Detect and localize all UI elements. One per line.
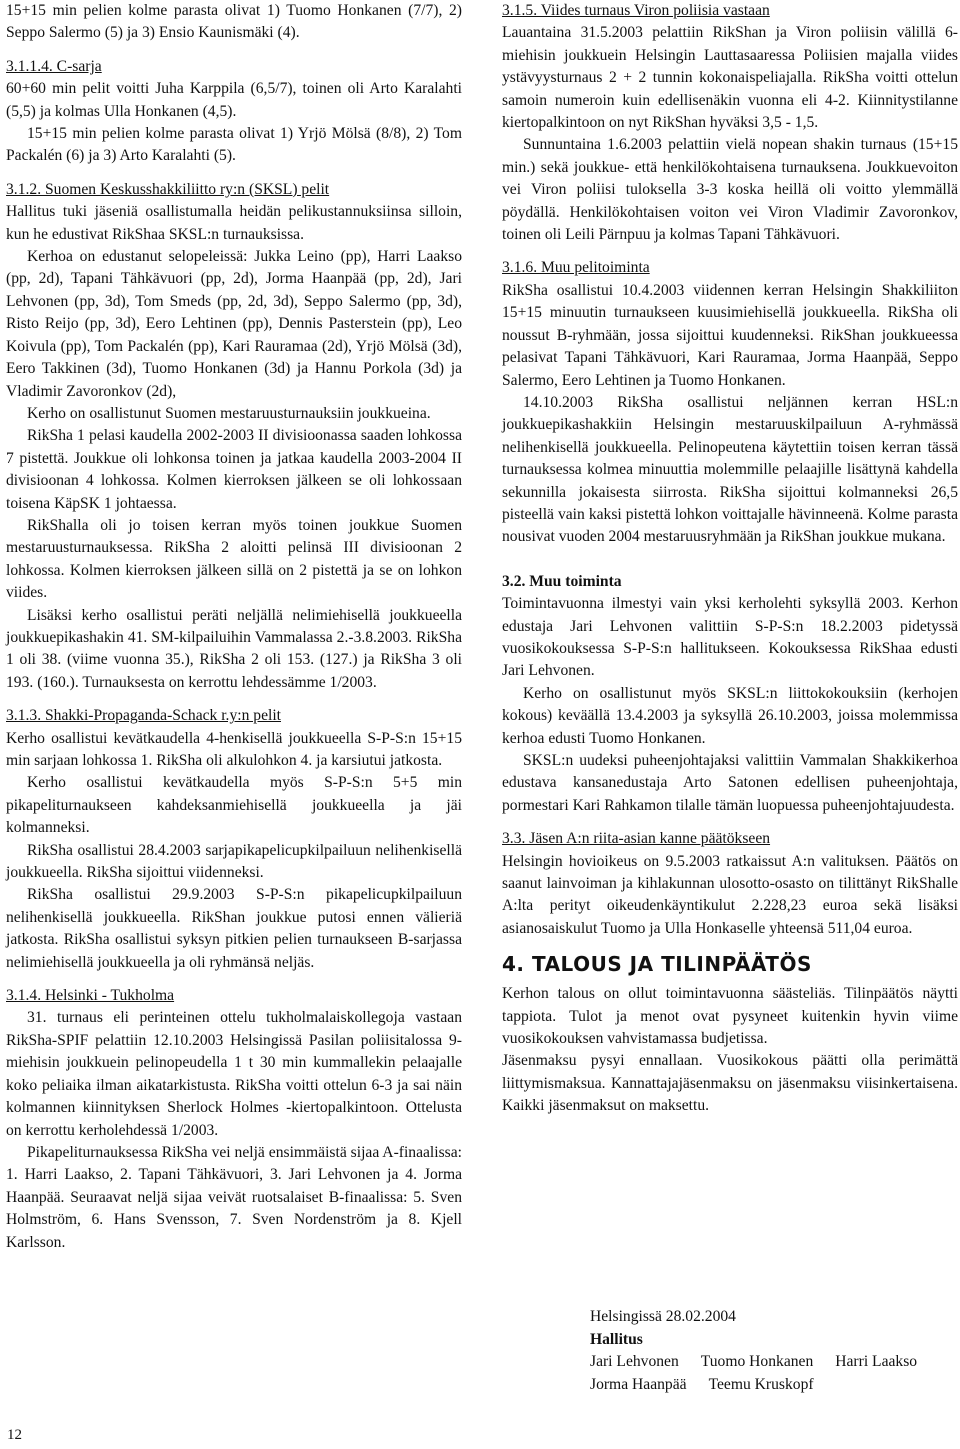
section-heading-32: 3.2. Muu toiminta [502,572,622,590]
paragraph: 60+60 min pelit voitti Juha Karppila (6,5/7), toinen oli Arto Karalahti (5,5) ja kolmas Ulla Honkanen (4,5). [6,80,462,120]
paragraph: Kerho on osallistunut myös SKSL:n liittokokouksiin (kerhojen kokous) keväällä 13.4.2003 ja syksyllä 26.10.2003, joissa molemmissa kerhoa edusti Tuomo Honkanen. [502,684,958,747]
paragraph: Sunnuntaina 1.6.2003 pelattiin vielä nopean shakin turnaus (15+15 min.) sekä joukkue- että henkilökohtaisena turnauksena. Joukkuevoiton vei Viron poliisi tuloksella 3-3 koska heillä oli voitto ylemmällä pöydällä. Henkilökohtaisen voiton vei Viron Vladimir Zavoronkov, toinen oli Leili Pärnpuu ja kolmas Tapani Tähkävuori. [502,136,958,244]
paragraph: 15+15 min pelien kolme parasta olivat 1) Yrjö Mölsä (8/8), 2) Tom Packalén (6) ja 3) Arto Karalahti (5). [6,125,462,165]
signatory-name: Jari Lehvonen [590,1353,679,1371]
signature-block [590,1306,939,1396]
section-heading-313: 3.1.3. Shakki-Propaganda-Schack r.y:n pelit [6,707,281,725]
paragraph: Kerhoa on edustanut selopeleissä: Jukka Leino (pp), Harri Laakso (pp, 2d), Tapani Tähkävuori (pp, 2d), Jorma Haanpää (pp, 2d), Jari Lehvonen (pp, 3d), Tom Smeds (pp, 2d, 3d), Seppo Salermo (pp, 3d), Risto Reijo (pp, 3d), Eero Lehtinen (pp), Dennis Pasterstein (pp), Leo Koivula (pp), Tom Packalén (pp), Kari Rauramaa (2d), Yrjö Mölsä (3d), Eero Takkinen (3d), Tuomo Honkanen (3d) ja Hannu Porkola (3d) ja Vladimir Zavoronkov (2d), [6,248,462,400]
paragraph: Kerho osallistui kevätkaudella myös S-P-S:n 5+5 min pikapeliturnaukseen kahdeksanmiehisellä joukkueella ja jäi kolmanneksi. [6,774,462,837]
paragraph: Kerhon talous on ollut toimintavuonna säästeliäs. Tilinpäätös näytti tappiota. Tulot ja menot ovat pysyneet kuitenkin hyvin viime vuosikokouksen vahvistamassa budjetissa. [502,985,958,1048]
place-date: Helsingissä 28.02.2004 [590,1308,736,1325]
section-heading-314: 3.1.4. Helsinki - Tukholma [6,987,175,1005]
paragraph: Toimintavuonna ilmestyi vain yksi kerholehti syksyllä 2003. Kerhon edustaja Jari Lehvonen valittiin S-P-S:n 18.2.2003 pidetyssä vuosikokouksessa S-P-S:n hallitukseen. Kokouksessa RikShaa edusti Jari Lehvonen. [502,595,958,680]
paragraph: RikSha 1 pelasi kaudella 2002-2003 II divisioonassa saaden lohkossa 7 pistettä. Joukkue oli lohkonsa toinen ja jatkaa kaudella 2003-2004 II divisioonan 4 lohkossa. Kolmen kierroksen jälkeen se oli lohkossaan toisena KäpSK 1 johtaessa. [6,427,462,512]
paragraph: Lauantaina 31.5.2003 pelattiin RikShan ja Viron poliisin välillä 6-miehisin joukkuein Helsingin Lauttasaaressa Poliisien majalla viides ystävyysturnaus 2 + 2 tunnin kokonaispeliajalla. RikSha voitti ottelun samoin numeroin kuin edellisenäkin vuonna eli 4-2. Kiinnitystilanne kiertopalkintoon on nyt RikShan hyväksi 3,5 - 1,5. [502,24,958,132]
paragraph: 31. turnaus eli perinteinen ottelu tukholmalaiskollegoja vastaan RikSha-SPIF pelattiin 12.10.2003 Helsingissä Pasilan poliisitalossa 9-miehisin joukkuein pelinopeudella 1 t 30 min kummallekin pelaajalle koko peliaika ilman aikatarkistusta. RikSha voitti ottelun 6-3 ja sai näin kolmannen kiinnityksen Sherlock Holmes -kiertopalkintoon. Ottelusta on kerrottu kerholehdessä 1/2003. [6,1009,462,1139]
section-heading-33: 3.3. Jäsen A:n riita-asian kanne päätökseen [502,830,771,848]
paragraph: Jäsenmaksu pysyi ennallaan. Vuosikokous päätti olla perimättä liittymismaksua. Kannattajajäsenmaksu on jäsenmaksu viisinkertaisena. Kaikki jäsenmaksut on maksettu. [502,1052,958,1115]
right-column [502,0,958,1118]
paragraph: Kerho osallistui kevätkaudella 4-henkisellä joukkueella S-P-S:n 15+15 min sarjaan lohkossa 1. RikSha oli alkulohkon 4. ja karsiutui jatkosta. [6,729,462,769]
signatory-name: Jorma Haanpää [590,1375,687,1393]
paragraph: Kerho on osallistunut Suomen mestaruusturnauksiin joukkueina. [27,404,431,422]
paragraph: Hallitus tuki jäseniä osallistumalla heidän pelikustannuksiinsa silloin, kun he edustivat RikShaa SKSL:n turnauksissa. [6,203,462,243]
signatory-name: Teemu Kruskopf [708,1375,814,1393]
paragraph: 14.10.2003 RikSha osallistui neljännen kerran HSL:n joukkuepikashakkiin Helsingin mestaruuskilpailuun A-ryhmässä nelihenkisellä joukkueella. Pelinopeutena käytettiin toisen kerran tässä turnauksessa kolmea minuuttia molemmille pelaajille lisättynä kahdella sekunnilla jokaisesta siirrosta. RikSha sijoittui kolmanneksi 26,5 pisteellä vain kaksi pistettä lohkon voittajalle hävinneenä. Kolme parasta nousivat vuoden 2004 mestaruusryhmään ja RikShan joukkue mukana. [502,393,958,546]
paragraph: RikSha osallistui 10.4.2003 viidennen kerran Helsingin Shakkiliiton 15+15 minuutin turnaukseen kuusimiehisellä joukkueella. RikSha oli noussut B-ryhmään, jossa sijoittui kuudenneksi. RikShan joukkueessa pelasivat Tapani Tähkävuori, Kari Rauramaa, Jorma Haanpää, Seppo Salermo, Eero Lehtinen ja Tuomo Honkanen. [502,281,958,389]
signatory-name: Harri Laakso [835,1353,918,1371]
paragraph: 15+15 min pelien kolme parasta olivat 1) Tuomo Honkanen (7/7), 2) Seppo Salermo (5) ja 3) Ensio Kaunismäki (4). [6,2,462,42]
paragraph: SKSL:n uudeksi puheenjohtajaksi valittiin Vammalan Shakkikerhoa edustava kansanedustaja Arto Satonen edellisen puheenjohtaja, pormestari Kari Rahkamon tilalle tämän luopuessa puheenjohtajuudesta. [502,752,958,814]
section-heading-316: 3.1.6. Muu pelitoiminta [502,259,650,277]
paragraph: RikSha osallistui 28.4.2003 sarjapikapelicupkilpailuun nelihenkisellä joukkueella. RikSha sijoittui viidenneksi. [6,841,462,882]
left-column [6,0,462,1254]
section-heading-312: 3.1.2. Suomen Keskusshakkiliitto ry:n (SKSL) pelit [6,180,330,198]
paragraph: Pikapeliturnauksessa RikSha vei neljä ensimmäistä sijaa A-finaalissa: 1. Harri Laakso, 2. Tapani Tähkävuori, 3. Jari Lehvonen ja 4. Jorma Haanpää. Seuraavat neljä sijaa veivät ruotsalaiset B-finaalissa: 5. Sven Holmström, 6. Hans Svensson, 7. Sven Nordenström ja 8. Kjell Karlsson. [6,1143,462,1251]
signature-names-row [590,1351,939,1374]
signature-names-row [590,1374,939,1397]
page-number: 12 [7,1427,22,1443]
paragraph: RikShalla oli jo toisen kerran myös toinen joukkue Suomen mestaruusturnauksessa. RikSha 2 aloitti pelinsä III divisioonan 2 lohkossa. Kolmen kierroksen jälkeen sillä on 2 pistettä ja se on lohkon viides. [6,516,462,602]
signatory-name: Tuomo Honkanen [700,1353,814,1371]
section-heading-3114: 3.1.1.4. C-sarja [6,57,102,75]
paragraph: Helsingin hovioikeus on 9.5.2003 ratkaissut A:n valituksen. Päätös on saanut lainvoiman ja kihlakunnan ulosotto-osasto on tilittänyt RikShalle A:lta perityt oikeudenkäyntikulut 2.228,23 euroa sekä lisäksi asianosaiskulut Tuomo ja Ulla Honkaselle yhteensä 511,04 euroa. [502,852,958,937]
chapter-heading-4: 4. TALOUS JA TILINPÄÄTÖS [502,952,812,977]
paragraph: Lisäksi kerho osallistui peräti neljällä nelimiehisellä joukkueella joukkuepikashakin 41. SM-kilpailuihin Vammalassa 2.-3.8.2003. RikSha 1 oli 38. (viime vuonna 35.), RikSha 2 oli 153. (127.) ja RikSha 3 oli 193. (160.). Turnauksesta on kerrottu lehdessämme 1/2003. [6,606,462,691]
section-heading-315: 3.1.5. Viides turnaus Viron poliisia vastaan [502,2,770,19]
paragraph: RikSha osallistui 29.9.2003 S-P-S:n pikapelicupkilpailuun nelihenkisellä joukkueella. RikShan joukkue putosi ennen välieriä jatkosta. RikSha osallistui syksyn pitkien pelien turnaukseen B-sarjassa nelimiehisellä joukkueella ja oli ryhmänsä neljäs. [6,886,462,971]
signature-title: Hallitus [590,1330,643,1348]
